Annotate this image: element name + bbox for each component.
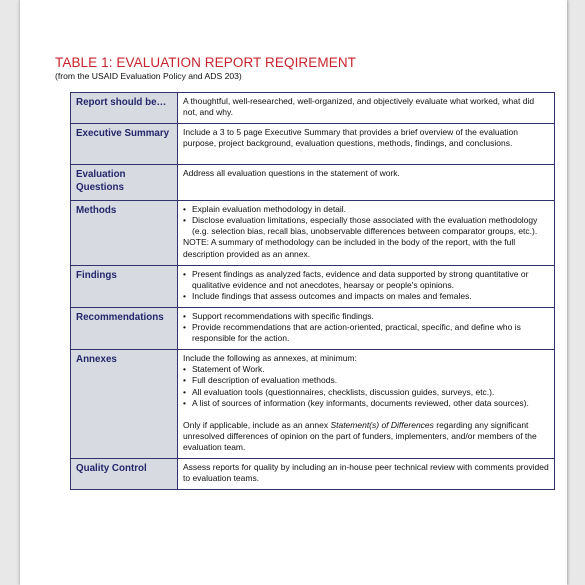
- table-row: [71, 265, 555, 307]
- table-row: [71, 93, 555, 124]
- row-label: Annexes: [71, 350, 178, 459]
- table-subtitle: (from the USAID Evaluation Policy and ADS 203): [55, 71, 242, 81]
- row-text: Address all evaluation questions in the statement of work.: [183, 168, 400, 179]
- row-text: Assess reports for quality by including an in-house peer technical review with comments provided to evaluation teams.: [183, 461, 549, 484]
- bullet-list: [183, 311, 549, 344]
- row-content: [178, 307, 555, 349]
- row-content: [178, 265, 555, 307]
- table-row: [71, 124, 555, 165]
- row-intro: Include the following as annexes, at minimum:: [183, 353, 357, 364]
- row-label: Findings: [71, 265, 178, 307]
- table-row: [71, 458, 555, 489]
- extra-text-emphasis: Statement(s) of Differences: [330, 419, 434, 430]
- row-content: [178, 165, 555, 201]
- bullet-list: [183, 269, 549, 302]
- list-item: • Present findings as analyzed facts, evidence and data supported by strong quantitative or qualitative evidence and not anecdotes, hearsay or people's opinions.: [183, 269, 549, 291]
- table-row: [71, 350, 555, 459]
- table-row: [71, 307, 555, 349]
- list-item: • Statement of Work.: [183, 364, 549, 375]
- extra-text-end: regarding any significant unresolved differences of opinion on the part of funders, implementers, and/or members of the evaluation team.: [183, 419, 537, 452]
- list-item: • Include findings that assess outcomes and impacts on males and females.: [183, 291, 549, 302]
- row-note: NOTE: A summary of methodology can be included in the body of the report, with the full description provided as an annex.: [183, 237, 516, 259]
- row-label: Report should be…: [71, 93, 178, 124]
- list-item: • Provide recommendations that are action-oriented, practical, specific, and define who is responsible for the action.: [183, 322, 549, 344]
- list-item: • All evaluation tools (questionnaires, checklists, discussion guides, surveys, etc.).: [183, 387, 549, 398]
- bullet-list: [183, 204, 549, 237]
- requirements-table: [70, 92, 555, 490]
- list-item: • A list of sources of information (key informants, documents reviewed, other data sources).: [183, 398, 549, 409]
- list-item: • Full description of evaluation methods.: [183, 375, 549, 386]
- row-content: [178, 458, 555, 489]
- row-label: Methods: [71, 201, 178, 265]
- list-item: • Support recommendations with specific findings.: [183, 311, 549, 322]
- list-item: • Explain evaluation methodology in detail.: [183, 204, 549, 215]
- list-item: • Disclose evaluation limitations, especially those associated with the evaluation methodology (e.g. selection bias, recall bias, unobservable differences between comparator groups, etc.).: [183, 215, 549, 237]
- row-content: [178, 93, 555, 124]
- row-label: Quality Control: [71, 458, 178, 489]
- row-extra: [183, 420, 549, 453]
- row-content: [178, 201, 555, 265]
- document-page: [20, 0, 567, 585]
- row-label: Executive Summary: [71, 124, 178, 165]
- extra-text-start: Only if applicable, include as an annex: [183, 419, 331, 430]
- table-row: [71, 201, 555, 265]
- table-row: [71, 165, 555, 201]
- row-content: [178, 350, 555, 459]
- row-content: [178, 124, 555, 165]
- table-title: TABLE 1: EVALUATION REPORT REQIREMENT: [55, 55, 357, 70]
- spacer: [183, 409, 549, 420]
- row-label: Evaluation Questions: [71, 165, 178, 201]
- row-label: Recommendations: [71, 307, 178, 349]
- row-text: A thoughtful, well-researched, well-organized, and objectively evaluate what worked, what did not, and why.: [183, 96, 535, 118]
- row-text: Include a 3 to 5 page Executive Summary that provides a brief overview of the evaluation purpose, project background, evaluation questions, methods, findings, and conclusions.: [183, 127, 518, 149]
- bullet-list: [183, 364, 549, 408]
